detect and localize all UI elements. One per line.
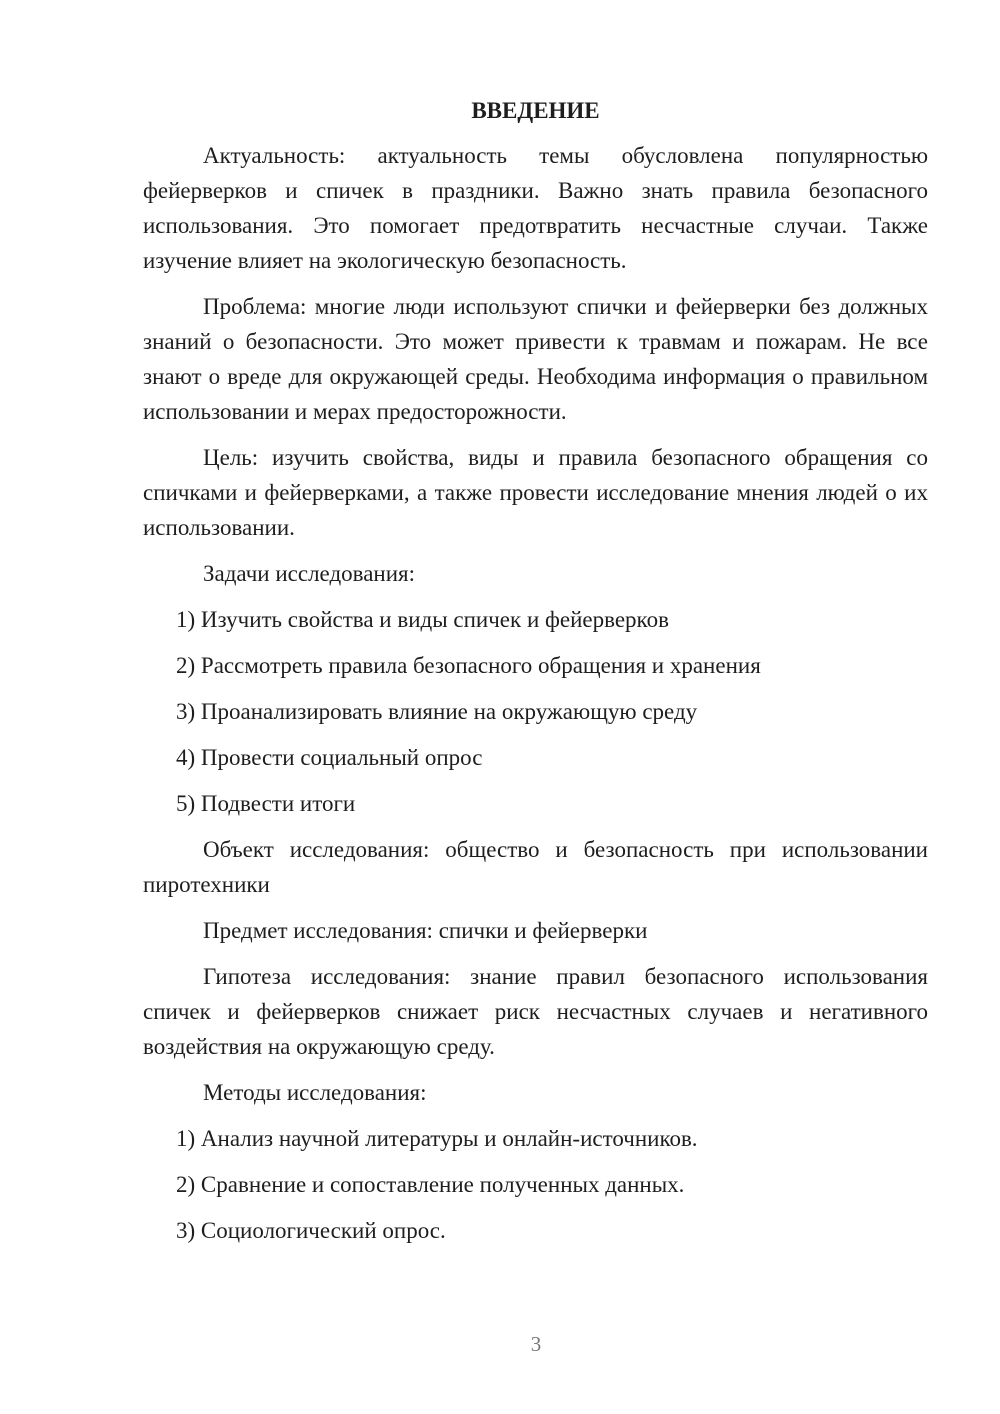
- hypothesis-paragraph: Гипотеза исследования: знание правил безопасного использования спичек и фейерверков снижает риск несчастных случаев и негативного воздействия на окружающую среду.: [143, 964, 928, 1059]
- list-item: 1) Изучить свойства и виды спичек и фейерверков: [176, 607, 669, 632]
- methods-list: [143, 1121, 928, 1248]
- tasks-list: [143, 602, 928, 821]
- tasks-heading: Задачи исследования:: [203, 561, 416, 586]
- page-title: ВВЕДЕНИЕ: [471, 98, 600, 123]
- list-item: 3) Проанализировать влияние на окружающую среду: [176, 699, 698, 724]
- list-item: 1) Анализ научной литературы и онлайн-источников.: [176, 1126, 698, 1151]
- list-item: 2) Рассмотреть правила безопасного обращения и хранения: [176, 653, 761, 678]
- object-paragraph: Объект исследования: общество и безопасность при использовании пиротехники: [143, 837, 928, 897]
- methods-heading: Методы исследования:: [203, 1080, 427, 1105]
- relevance-paragraph: Актуальность: актуальность темы обусловлена популярностью фейерверков и спичек в праздники. Важно знать правила безопасного использования. Это помогает предотвратить несчастные случаи. Также изучение влияет на экологическую безопасность.: [143, 143, 928, 273]
- list-item: 4) Провести социальный опрос: [176, 745, 483, 770]
- subject-paragraph: Предмет исследования: спички и фейерверки: [203, 918, 648, 943]
- list-item: 2) Сравнение и сопоставление полученных данных.: [176, 1172, 685, 1197]
- page-number: 3: [530, 1332, 542, 1356]
- goal-paragraph: Цель: изучить свойства, виды и правила безопасного обращения со спичками и фейерверками, а также провести исследование мнения людей о их использовании.: [143, 445, 928, 540]
- document-page: [143, 96, 928, 1259]
- list-item: 3) Социологический опрос.: [176, 1218, 446, 1243]
- list-item: 5) Подвести итоги: [176, 791, 356, 816]
- problem-paragraph: Проблема: многие люди используют спички и фейерверки без должных знаний о безопасности. Это может привести к травмам и пожарам. Не все знают о вреде для окружающей среды. Необходима информация о правильном использовании и мерах предосторожности.: [143, 294, 928, 424]
